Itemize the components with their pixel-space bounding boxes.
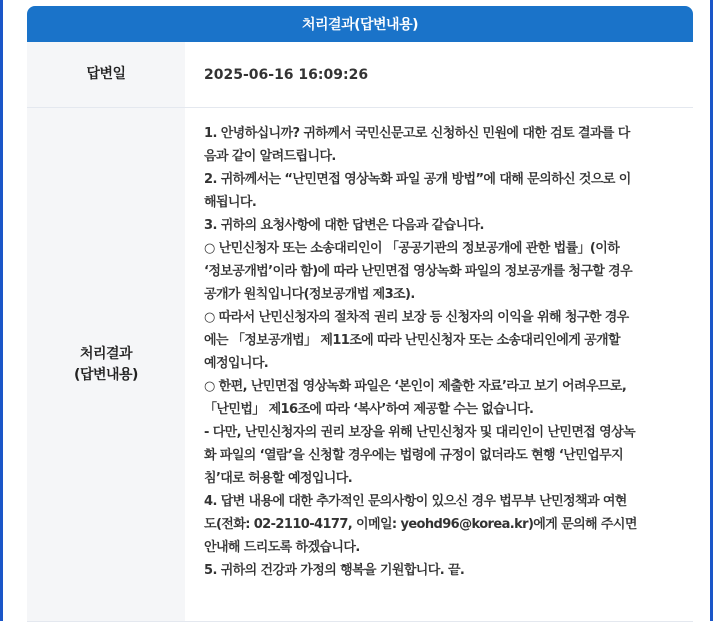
answer-line: 화 파일의 ‘열람’을 신청할 경우에는 법령에 규정이 없더라도 현행 ‘난민업무지 bbox=[204, 448, 624, 463]
answer-line: 5. 귀하의 건강과 가정의 행복을 기원합니다. 끝. bbox=[204, 563, 465, 578]
answer-content-label bbox=[27, 108, 185, 621]
answer-line: 침’대로 허용할 예정입니다. bbox=[204, 471, 353, 486]
answer-line: ○ 따라서 난민신청자의 절차적 권리 보장 등 신청자의 이익을 위해 청구한 경우 bbox=[204, 310, 629, 325]
answer-line: ○ 한편, 난민면접 영상녹화 파일은 ‘본인이 제출한 자료’라고 보기 어려우므로, bbox=[204, 379, 627, 394]
answer-content-label-line2: (답변내용) bbox=[74, 366, 138, 383]
answer-line: 「난민법」 제16조에 따라 ‘복사’하여 제공할 수는 없습니다. bbox=[204, 402, 534, 417]
answer-content-body bbox=[185, 108, 693, 621]
answer-line: 음과 같이 알려드립니다. bbox=[204, 149, 336, 164]
answer-line: 에는 「정보공개법」 제11조에 따라 난민신청자 또는 소송대리인에게 공개할 bbox=[204, 333, 620, 348]
answer-line: 3. 귀하의 요청사항에 대한 답변은 다음과 같습니다. bbox=[204, 218, 484, 233]
answer-line: 4. 답변 내용에 대한 추가적인 문의사항이 있으신 경우 법무부 난민정책과 여현 bbox=[204, 494, 627, 509]
answer-content-row bbox=[27, 108, 693, 622]
panel-header bbox=[27, 6, 693, 42]
answer-line: - 다만, 난민신청자의 권리 보장을 위해 난민신청자 및 대리인이 난민면접 영상녹 bbox=[204, 425, 636, 440]
answer-line: 안내해 드리도록 하겠습니다. bbox=[204, 540, 360, 555]
answer-line: 해됩니다. bbox=[204, 195, 257, 210]
answer-date-text: 2025-06-16 16:09:26 bbox=[204, 66, 369, 83]
answer-date-value bbox=[185, 42, 693, 107]
answer-line: 예정입니다. bbox=[204, 356, 269, 371]
answer-line: 공개가 원칙입니다(정보공개법 제3조). bbox=[204, 287, 415, 302]
answer-date-label-text: 답변일 bbox=[86, 66, 126, 82]
answer-content-label-line1: 처리결과 bbox=[79, 345, 133, 362]
answer-date-label bbox=[27, 42, 185, 107]
answer-date-row bbox=[27, 42, 693, 108]
answer-line: 1. 안녕하십니까? 귀하께서 국민신문고로 신청하신 민원에 대한 검토 결과를 다 bbox=[204, 126, 630, 141]
result-panel bbox=[27, 6, 693, 621]
answer-line: ‘정보공개법’이라 함)에 따라 난민면접 영상녹화 파일의 정보공개를 청구할 경우 bbox=[204, 264, 633, 279]
panel-title: 처리결과(답변내용) bbox=[302, 17, 418, 33]
answer-line: ○ 난민신청자 또는 소송대리인이 「공공기관의 정보공개에 관한 법률」(이하 bbox=[204, 241, 620, 256]
answer-line: 도(전화: 02-2110-4177, 이메일: yeohd96@korea.kr)에게 문의해 주시면 bbox=[204, 517, 637, 532]
answer-line: 2. 귀하께서는 “난민면접 영상녹화 파일 공개 방법”에 대해 문의하신 것으로 이 bbox=[204, 172, 631, 187]
